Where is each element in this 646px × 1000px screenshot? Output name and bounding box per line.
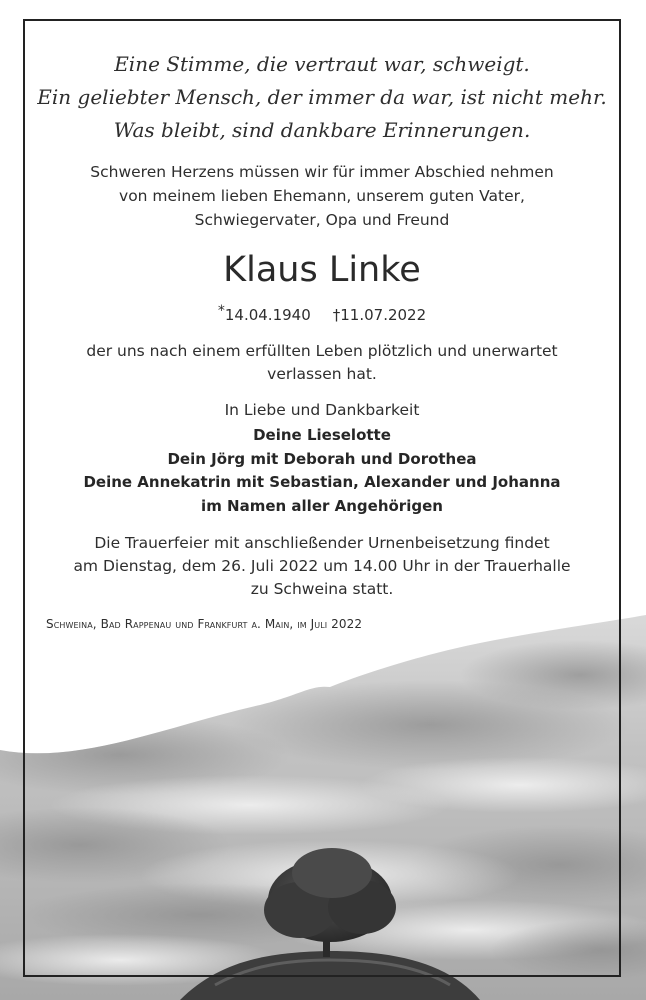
ceremony-line: am Dienstag, dem 26. Juli 2022 um 14.00 Uhr in der Trauerhalle [73, 557, 571, 575]
landscape-photo [0, 615, 646, 1000]
death-symbol: † [332, 306, 341, 324]
ceremony-line: zu Schweina statt. [250, 580, 394, 598]
family-line: im Namen aller Angehörigen [201, 496, 443, 515]
family-line: Dein Jörg mit Deborah und Dorothea [167, 449, 477, 468]
passing-line: der uns nach einem erfüllten Leben plötzlich und unerwartet [86, 342, 558, 360]
passing-line: verlassen hat. [267, 365, 377, 383]
ceremony-info [25, 532, 619, 601]
poem-line: Was bleibt, sind dankbare Erinnerungen. [113, 118, 531, 142]
poem-line: Eine Stimme, die vertraut war, schweigt. [114, 52, 530, 76]
birth-date: 14.04.1940 [224, 306, 311, 324]
ceremony-line: Die Trauerfeier mit anschließender Urnenbeisetzung findet [94, 534, 550, 552]
intro-line: Schweren Herzens müssen wir für immer Abschied nehmen [90, 163, 554, 181]
passing-text [25, 340, 619, 386]
poem-line: Ein geliebter Mensch, der immer da war, ist nicht mehr. [37, 85, 607, 109]
farewell-intro [25, 160, 619, 232]
intro-line: von meinem lieben Ehemann, unserem guten Vater, [119, 187, 525, 205]
family-signatures [25, 424, 619, 518]
deceased-name: Klaus Linke [223, 250, 421, 290]
family-line: Deine Annekatrin mit Sebastian, Alexander und Johanna [83, 473, 561, 491]
obituary-notice [25, 21, 619, 632]
life-dates [25, 304, 619, 326]
intro-line: Schwiegervater, Opa und Freund [194, 211, 450, 229]
memorial-poem [25, 48, 619, 147]
death-date: 11.07.2022 [340, 306, 427, 324]
family-line: Deine Lieselotte [253, 426, 391, 444]
place-and-date: Schweina, Bad Rappenau und Frankfurt a. Main, im Juli 2022 [46, 617, 363, 631]
birth-symbol: * [217, 303, 225, 319]
love-gratitude: In Liebe und Dankbarkeit [224, 401, 420, 419]
